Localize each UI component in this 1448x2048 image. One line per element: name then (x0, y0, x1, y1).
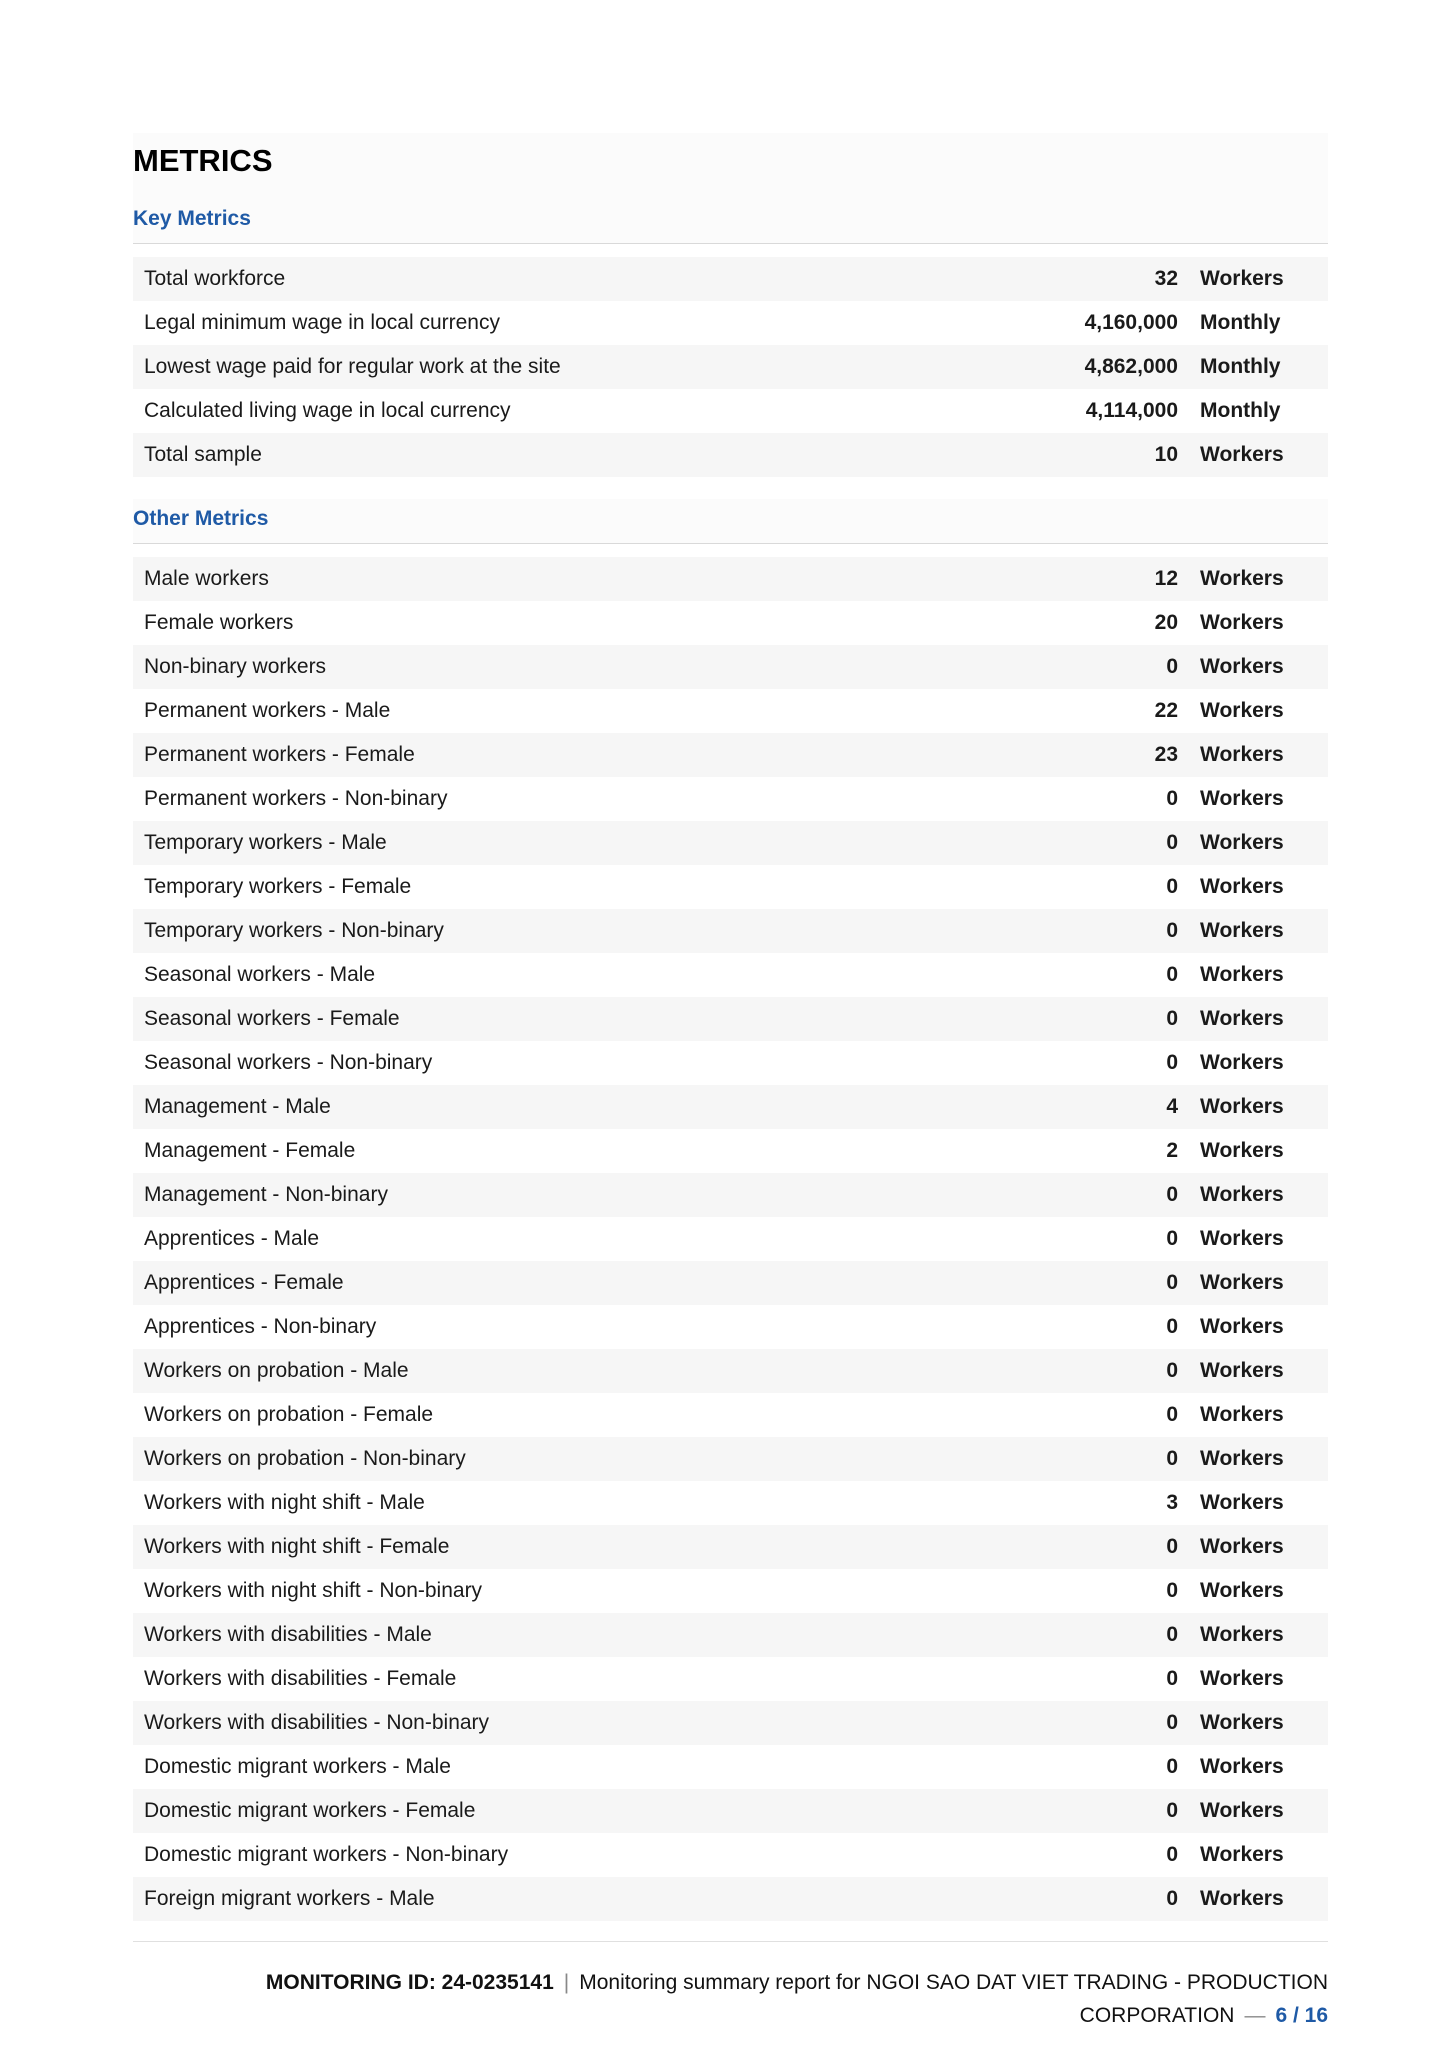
metric-label: Workers with night shift - Female (144, 1535, 450, 1558)
metric-unit: Workers (1200, 267, 1284, 290)
metric-unit: Workers (1200, 1403, 1284, 1426)
metric-row (133, 1085, 1328, 1129)
metric-row (133, 1613, 1328, 1657)
metric-unit: Workers (1200, 443, 1284, 466)
metric-row (133, 865, 1328, 909)
metric-label: Total workforce (144, 267, 286, 290)
metric-unit: Workers (1200, 1183, 1284, 1206)
metric-unit: Monthly (1200, 311, 1281, 334)
metric-row (133, 909, 1328, 953)
page-number: 6 / 16 (1275, 2004, 1328, 2027)
metric-unit: Workers (1200, 611, 1284, 634)
metric-value: 0 (1166, 1183, 1178, 1206)
metric-label: Temporary workers - Non-binary (144, 919, 444, 942)
metric-value: 0 (1166, 963, 1178, 986)
metric-value: 0 (1166, 831, 1178, 854)
metric-value: 0 (1166, 1579, 1178, 1602)
metric-unit: Workers (1200, 919, 1284, 942)
metric-value: 20 (1154, 611, 1178, 634)
metric-label: Workers on probation - Non-binary (144, 1447, 466, 1470)
metric-unit: Workers (1200, 655, 1284, 678)
metric-row (133, 1437, 1328, 1481)
metric-row (133, 301, 1328, 345)
metric-row (133, 953, 1328, 997)
metric-row (133, 1217, 1328, 1261)
metric-row (133, 1173, 1328, 1217)
metric-value: 0 (1166, 1403, 1178, 1426)
metric-row (133, 689, 1328, 733)
metric-unit: Workers (1200, 1227, 1284, 1250)
metric-value: 0 (1166, 919, 1178, 942)
report-title-line-2: CORPORATION (1079, 2004, 1235, 2027)
other-metrics-heading: Other Metrics (133, 499, 1328, 544)
metric-label: Workers with night shift - Male (144, 1491, 425, 1514)
metric-row (133, 1833, 1328, 1877)
other-metrics-table (133, 544, 1328, 1927)
metric-row (133, 1569, 1328, 1613)
metric-unit: Workers (1200, 1359, 1284, 1382)
metric-value: 0 (1166, 1711, 1178, 1734)
metric-value: 0 (1166, 1271, 1178, 1294)
monitoring-id: MONITORING ID: 24-0235141 (265, 1971, 554, 1994)
metric-unit: Monthly (1200, 399, 1281, 422)
metric-label: Domestic migrant workers - Non-binary (144, 1843, 509, 1866)
metric-row (133, 345, 1328, 389)
metric-unit: Workers (1200, 1139, 1284, 1162)
metric-unit: Workers (1200, 963, 1284, 986)
metric-unit: Workers (1200, 1095, 1284, 1118)
metric-value: 23 (1154, 743, 1178, 766)
metric-label: Non-binary workers (144, 655, 327, 678)
metric-value: 0 (1166, 1755, 1178, 1778)
metric-unit: Workers (1200, 1447, 1284, 1470)
key-metrics-table (133, 244, 1328, 483)
metric-label: Permanent workers - Male (144, 699, 391, 722)
metric-label: Male workers (144, 567, 269, 590)
metric-unit: Workers (1200, 743, 1284, 766)
metric-unit: Workers (1200, 1007, 1284, 1030)
metric-row (133, 1261, 1328, 1305)
metric-unit: Workers (1200, 1799, 1284, 1822)
metric-value: 0 (1166, 1315, 1178, 1338)
metric-row (133, 821, 1328, 865)
metric-unit: Workers (1200, 1887, 1284, 1910)
footer-divider (133, 1927, 1328, 1942)
metric-unit: Workers (1200, 1843, 1284, 1866)
metric-value: 0 (1166, 1227, 1178, 1250)
metric-value: 0 (1166, 1007, 1178, 1030)
metric-label: Domestic migrant workers - Male (144, 1755, 451, 1778)
metric-row (133, 1701, 1328, 1745)
metric-value: 10 (1154, 443, 1178, 466)
metric-unit: Workers (1200, 1623, 1284, 1646)
metric-label: Lowest wage paid for regular work at the site (144, 355, 561, 378)
metric-label: Management - Male (144, 1095, 331, 1118)
metric-row (133, 433, 1328, 477)
metric-row (133, 1349, 1328, 1393)
metric-label: Management - Female (144, 1139, 356, 1162)
footer-dash: — (1244, 2004, 1266, 2027)
metric-unit: Workers (1200, 1051, 1284, 1074)
metric-value: 0 (1166, 1667, 1178, 1690)
metric-unit: Workers (1200, 1491, 1284, 1514)
metric-value: 0 (1166, 1843, 1178, 1866)
metric-value: 2 (1166, 1139, 1178, 1162)
metric-value: 4,114,000 (1085, 399, 1178, 422)
metric-unit: Workers (1200, 875, 1284, 898)
metric-row (133, 557, 1328, 601)
footer-separator: | (563, 1971, 570, 1994)
metric-unit: Workers (1200, 567, 1284, 590)
metric-label: Workers with night shift - Non-binary (144, 1579, 483, 1602)
metric-row (133, 1789, 1328, 1833)
metric-unit: Workers (1200, 787, 1284, 810)
metric-row (133, 1525, 1328, 1569)
metric-value: 0 (1166, 1359, 1178, 1382)
metric-label: Workers with disabilities - Female (144, 1667, 457, 1690)
section-spacer (133, 483, 1328, 499)
metric-label: Legal minimum wage in local currency (144, 311, 500, 334)
metric-value: 4 (1166, 1095, 1178, 1118)
footer-line-1 (133, 1966, 1328, 1999)
metric-label: Workers with disabilities - Male (144, 1623, 432, 1646)
metric-label: Female workers (144, 611, 294, 634)
metric-unit: Workers (1200, 1315, 1284, 1338)
metric-value: 0 (1166, 655, 1178, 678)
metric-unit: Workers (1200, 831, 1284, 854)
metric-row (133, 645, 1328, 689)
metric-unit: Monthly (1200, 355, 1281, 378)
metrics-panel (133, 133, 1328, 1942)
metric-value: 0 (1166, 1623, 1178, 1646)
metric-label: Domestic migrant workers - Female (144, 1799, 476, 1822)
metric-label: Workers with disabilities - Non-binary (144, 1711, 490, 1734)
metric-label: Management - Non-binary (144, 1183, 388, 1206)
metric-row (133, 1481, 1328, 1525)
report-title-line-1: Monitoring summary report for NGOI SAO DAT VIET TRADING - PRODUCTION (579, 1971, 1328, 1994)
metric-value: 0 (1166, 1447, 1178, 1470)
metric-label: Workers on probation - Female (144, 1403, 434, 1426)
metric-row (133, 389, 1328, 433)
metric-row (133, 1041, 1328, 1085)
metric-unit: Workers (1200, 1271, 1284, 1294)
metric-row (133, 1393, 1328, 1437)
metric-value: 0 (1166, 1799, 1178, 1822)
footer-line-2 (133, 1999, 1328, 2032)
metric-row (133, 1129, 1328, 1173)
metric-value: 22 (1154, 699, 1178, 722)
metric-unit: Workers (1200, 1755, 1284, 1778)
metric-row (133, 1657, 1328, 1701)
metric-label: Apprentices - Female (144, 1271, 344, 1294)
metric-value: 4,862,000 (1084, 355, 1178, 378)
metric-unit: Workers (1200, 699, 1284, 722)
metric-label: Apprentices - Non-binary (144, 1315, 377, 1338)
metric-label: Total sample (144, 443, 262, 466)
metric-label: Calculated living wage in local currency (144, 399, 511, 422)
metric-label: Seasonal workers - Male (144, 963, 376, 986)
metric-row (133, 733, 1328, 777)
metric-value: 0 (1166, 787, 1178, 810)
metric-value: 3 (1166, 1491, 1178, 1514)
key-metrics-heading: Key Metrics (133, 199, 1328, 244)
metric-unit: Workers (1200, 1579, 1284, 1602)
metric-row (133, 1745, 1328, 1789)
metric-row (133, 1877, 1328, 1921)
metric-label: Seasonal workers - Non-binary (144, 1051, 433, 1074)
metric-label: Temporary workers - Male (144, 831, 387, 854)
metric-label: Foreign migrant workers - Male (144, 1887, 435, 1910)
page-footer (133, 1966, 1328, 2032)
metric-row (133, 777, 1328, 821)
metric-unit: Workers (1200, 1535, 1284, 1558)
metric-value: 12 (1154, 567, 1178, 590)
metric-label: Temporary workers - Female (144, 875, 412, 898)
metric-value: 0 (1166, 1535, 1178, 1558)
metric-row (133, 257, 1328, 301)
metric-unit: Workers (1200, 1667, 1284, 1690)
metric-row (133, 601, 1328, 645)
metric-value: 32 (1154, 267, 1178, 290)
metric-label: Apprentices - Male (144, 1227, 320, 1250)
metric-value: 4,160,000 (1084, 311, 1178, 334)
metric-row (133, 997, 1328, 1041)
metric-label: Seasonal workers - Female (144, 1007, 400, 1030)
metric-label: Workers on probation - Male (144, 1359, 409, 1382)
metric-unit: Workers (1200, 1711, 1284, 1734)
metric-label: Permanent workers - Female (144, 743, 415, 766)
metric-value: 0 (1166, 1051, 1178, 1074)
metric-row (133, 1305, 1328, 1349)
page-title: METRICS (133, 143, 273, 178)
metric-value: 0 (1166, 875, 1178, 898)
metric-value: 0 (1166, 1887, 1178, 1910)
metric-label: Permanent workers - Non-binary (144, 787, 448, 810)
